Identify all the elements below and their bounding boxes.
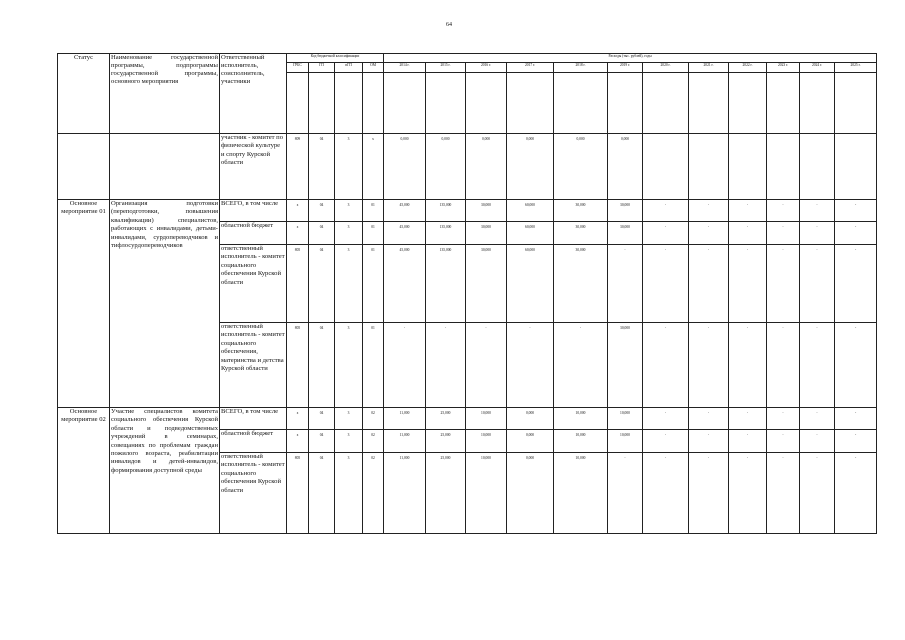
header-code-col: ОМ (363, 63, 384, 73)
expense-cell: - (466, 323, 507, 408)
expense-cell: 30,000 (554, 222, 608, 245)
expense-cell: - (835, 408, 877, 430)
expense-cell: 0,000 (426, 134, 466, 200)
expense-cell: 60,000 (507, 200, 554, 222)
header-budget-code: Код бюджетной классификации (287, 54, 384, 63)
expense-cell: - (800, 430, 835, 453)
expense-cell: - (729, 245, 767, 323)
header-responsible: Ответственный исполнитель, соисполнитель, участники (220, 54, 287, 134)
budget-code-cell: 3 (335, 200, 363, 222)
header-year-col: 2018 г. (554, 63, 608, 73)
budget-code-cell: 02 (363, 453, 384, 534)
expense-cell: - (729, 408, 767, 430)
budget-code-cell: 02 (363, 408, 384, 430)
budget-code-cell: 04 (309, 222, 335, 245)
expense-cell: - (800, 200, 835, 222)
expense-cell: - (835, 430, 877, 453)
budget-code-cell: 3 (335, 323, 363, 408)
expense-cell: - (835, 245, 877, 323)
expense-cell: - (643, 222, 689, 245)
budget-code-cell: х (363, 134, 384, 200)
header-year-col: 2017 г. (507, 63, 554, 73)
expense-cell: - (729, 430, 767, 453)
responsible-cell: ответственный исполнитель - комитет социального обеспечения Курской области (220, 453, 287, 534)
expense-cell: - (835, 222, 877, 245)
expense-cell: - (554, 323, 608, 408)
header-code-col: ГП (309, 63, 335, 73)
expense-cell: 30,000 (608, 222, 643, 245)
budget-code-cell: 805 (287, 453, 309, 534)
header-year-col: 2020 г. (643, 63, 689, 73)
header-code-col: ГРБС (287, 63, 309, 73)
expense-cell: - (643, 323, 689, 408)
budget-code-cell: 01 (363, 222, 384, 245)
expense-cell: 0,000 (507, 453, 554, 534)
expense-cell: 0,000 (507, 430, 554, 453)
expense-cell: 60,000 (507, 222, 554, 245)
responsible-cell: ВСЕГО, в том числе (220, 200, 287, 222)
expense-cell (835, 134, 877, 200)
budget-code-cell: 02 (363, 430, 384, 453)
budget-table (57, 53, 877, 534)
expense-cell: - (835, 323, 877, 408)
expense-cell: 0,000 (507, 408, 554, 430)
measure-name: Участие специалистов комитета социального обеспечения Курской области и подведомственных учреждений в семинарах, совещаниях по проблемам граждан пожилого возраста, реабилитации инвалидов и детей-инвалидов, формирования доступной среды (110, 408, 220, 534)
measure-status: Основное мероприятие 01 (58, 200, 110, 408)
expense-cell: 30,000 (466, 200, 507, 222)
budget-code-cell: 04 (309, 323, 335, 408)
responsible-cell: областной бюджет (220, 222, 287, 245)
expense-cell: 135,000 (426, 245, 466, 323)
expense-cell: - (689, 222, 729, 245)
expense-cell: - (767, 323, 800, 408)
expense-cell: - (800, 222, 835, 245)
expense-cell: - (643, 453, 689, 534)
expense-cell: - (835, 453, 877, 534)
header-year-col: 2014 г. (384, 63, 426, 73)
expense-cell: 10,000 (554, 430, 608, 453)
expense-cell: - (767, 200, 800, 222)
expense-cell: - (643, 430, 689, 453)
expense-cell: 0,000 (554, 134, 608, 200)
header-status: Статус (58, 54, 110, 134)
table-row (58, 134, 877, 200)
budget-code-cell: 04 (309, 134, 335, 200)
expense-cell: 10,000 (608, 430, 643, 453)
header-year-col: 2016 г. (466, 63, 507, 73)
expense-cell: 0,000 (384, 134, 426, 200)
header-name: Наименование государственной программы, подпрограммы государственной программы, основного мероприятия (110, 54, 220, 134)
budget-code-cell: 3 (335, 453, 363, 534)
budget-code-cell: 805 (287, 323, 309, 408)
expense-cell: 10,000 (466, 453, 507, 534)
budget-code-cell: 3 (335, 134, 363, 200)
expense-cell: - (384, 323, 426, 408)
expense-cell: 11,000 (384, 453, 426, 534)
expense-cell: 30,000 (608, 200, 643, 222)
budget-code-cell: 01 (363, 200, 384, 222)
expense-cell: - (689, 200, 729, 222)
expense-cell: 10,000 (466, 430, 507, 453)
table-row (58, 200, 877, 222)
budget-code-cell: 01 (363, 323, 384, 408)
expense-cell: - (767, 408, 800, 430)
measure-name: Организация подготовки (переподготовки, повышения квалификации) специалистов, работающих с инвалидами, детьми-инвалидами, сурдопереводчиков и тифлосурдопереводчиков (110, 200, 220, 408)
expense-cell (767, 134, 800, 200)
budget-code-cell: 3 (335, 222, 363, 245)
expense-cell: 0,000 (507, 134, 554, 200)
expense-cell: 25,000 (426, 430, 466, 453)
expense-cell: 10,000 (554, 453, 608, 534)
responsible-cell: ВСЕГО, в том числе (220, 408, 287, 430)
expense-cell: 25,000 (426, 408, 466, 430)
expense-cell: 0,000 (466, 134, 507, 200)
expense-cell: - (507, 323, 554, 408)
table-row (58, 408, 877, 430)
expense-cell: 10,000 (554, 408, 608, 430)
expense-cell: 30,000 (554, 200, 608, 222)
expense-cell (729, 134, 767, 200)
responsible-cell: областной бюджет (220, 430, 287, 453)
budget-code-cell: 3 (335, 245, 363, 323)
expense-cell: - (729, 323, 767, 408)
budget-code-cell: 04 (309, 245, 335, 323)
budget-code-cell: 04 (309, 430, 335, 453)
header-year-col: 2024 г. (800, 63, 835, 73)
expense-cell: 60,000 (507, 245, 554, 323)
header-year-col: 2021 г. (689, 63, 729, 73)
budget-code-cell: х (287, 430, 309, 453)
expense-cell: - (767, 453, 800, 534)
expense-cell: 25,000 (426, 453, 466, 534)
header-year-col: 2023 г. (767, 63, 800, 73)
expense-cell: - (643, 245, 689, 323)
expense-cell: 135,000 (426, 200, 466, 222)
expense-cell: 30,000 (554, 245, 608, 323)
header-year-col: 2019 г. (608, 63, 643, 73)
budget-code-cell: 04 (309, 408, 335, 430)
budget-code-cell: 805 (287, 245, 309, 323)
expense-cell: - (689, 453, 729, 534)
expense-cell: - (767, 245, 800, 323)
budget-code-cell: 04 (309, 200, 335, 222)
expense-cell: - (426, 323, 466, 408)
expense-cell: 45,000 (384, 245, 426, 323)
expense-cell: - (767, 430, 800, 453)
expense-cell: - (800, 408, 835, 430)
expense-cell: - (689, 323, 729, 408)
header-year-col: 2025 г. (835, 63, 877, 73)
expense-cell: - (608, 453, 643, 534)
budget-code-cell: 04 (309, 453, 335, 534)
expense-cell (689, 134, 729, 200)
expense-cell: 30,000 (466, 222, 507, 245)
expense-cell: - (729, 453, 767, 534)
expense-cell: - (689, 408, 729, 430)
budget-code-cell: х (287, 222, 309, 245)
expense-cell (643, 134, 689, 200)
expense-cell: 11,000 (384, 408, 426, 430)
expense-cell: - (835, 200, 877, 222)
header-expenses: Расходы (тыс. рублей), годы (384, 54, 877, 63)
budget-code-cell: х (287, 408, 309, 430)
expense-cell: - (689, 245, 729, 323)
budget-code-cell: 01 (363, 245, 384, 323)
expense-cell: 135,000 (426, 222, 466, 245)
budget-code-cell: 3 (335, 408, 363, 430)
expense-cell: - (800, 245, 835, 323)
header-code-col: пГП (335, 63, 363, 73)
budget-code-cell: х (287, 200, 309, 222)
header-year-col: 2015 г. (426, 63, 466, 73)
responsible-cell: ответственный исполнитель - комитет социального обеспечения, материнства и детства Курской области (220, 323, 287, 408)
page-number: 64 (446, 22, 452, 28)
measure-name-cell (110, 134, 220, 200)
measure-status: Основное мероприятие 02 (58, 408, 110, 534)
expense-cell: 30,000 (608, 323, 643, 408)
header-year-col: 2022 г. (729, 63, 767, 73)
expense-cell: 11,000 (384, 430, 426, 453)
expense-cell (800, 134, 835, 200)
expense-cell: - (643, 200, 689, 222)
responsible-cell: ответственный исполнитель - комитет социального обеспечения Курской области (220, 245, 287, 323)
expense-cell: - (729, 200, 767, 222)
expense-cell: - (689, 430, 729, 453)
expense-cell: - (800, 453, 835, 534)
expense-cell: - (767, 222, 800, 245)
expense-cell: 10,000 (608, 408, 643, 430)
expense-cell: 0,000 (608, 134, 643, 200)
status-cell (58, 134, 110, 200)
expense-cell: 45,000 (384, 222, 426, 245)
budget-code-cell: 809 (287, 134, 309, 200)
expense-cell: - (643, 408, 689, 430)
responsible-cell: участник - комитет по физической культуре и спорту Курской области (220, 134, 287, 200)
budget-code-cell: 3 (335, 430, 363, 453)
expense-cell: - (729, 222, 767, 245)
expense-cell: - (800, 323, 835, 408)
expense-cell: - (608, 245, 643, 323)
expense-cell: 10,000 (466, 408, 507, 430)
expense-cell: 30,000 (466, 245, 507, 323)
expense-cell: 45,000 (384, 200, 426, 222)
